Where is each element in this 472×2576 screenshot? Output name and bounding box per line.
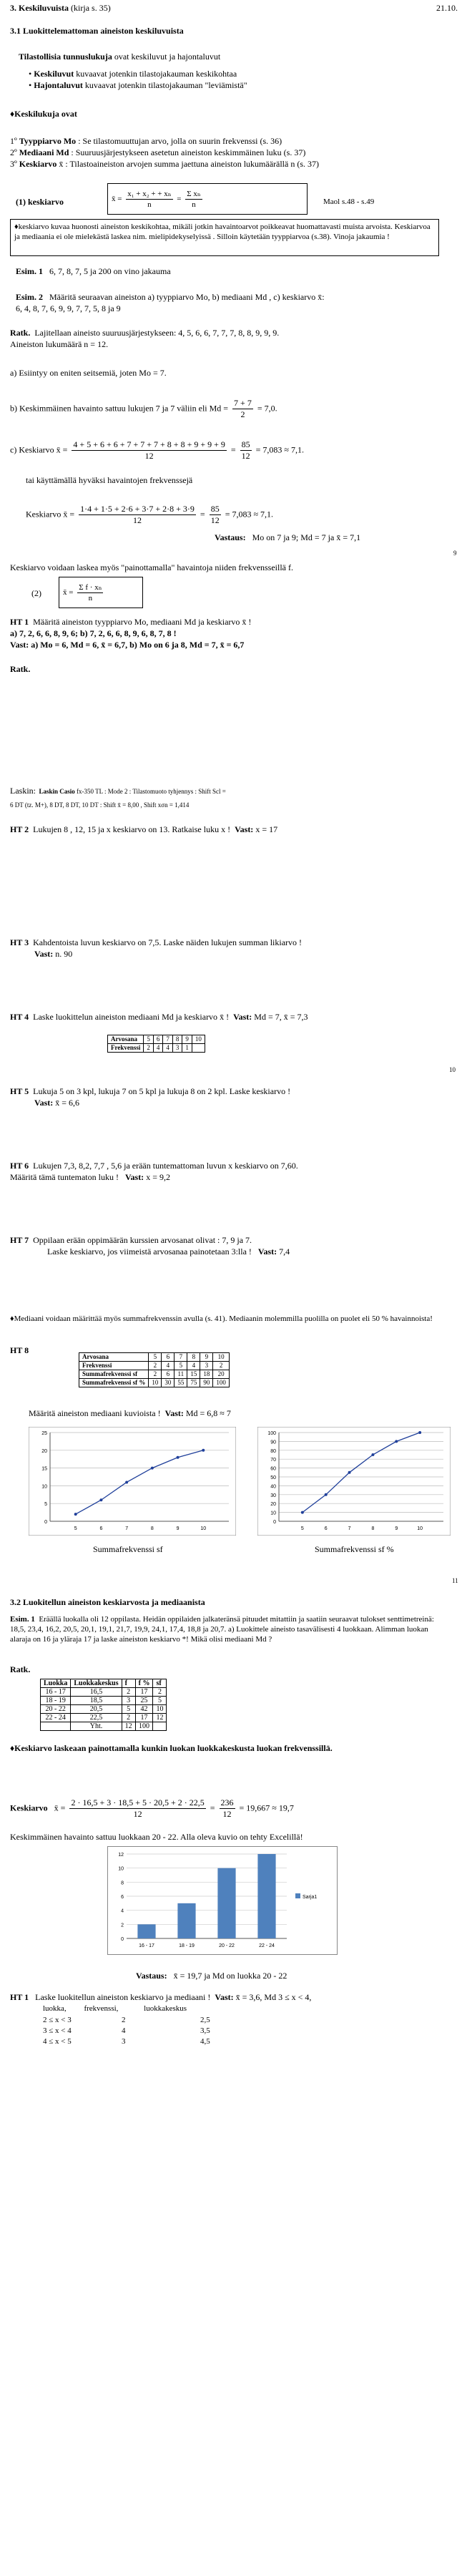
x-tick-label: 8 (371, 1526, 375, 1531)
bullet-hajontaluvut: • Hajontaluvut kuvaavat jotenkin tilastojakauman "leviämistä" (29, 80, 247, 90)
y-tick-label: 0 (44, 1520, 47, 1525)
formula-2-label: (2) (31, 588, 41, 598)
x-tick-label: 18 - 19 (179, 1943, 195, 1948)
data-point (395, 1440, 398, 1443)
page-number-9: 9 (453, 550, 457, 557)
s32-ratk: Ratk. (10, 1664, 31, 1674)
x-tick-label: 6 (99, 1526, 103, 1531)
x-tick-label: 8 (150, 1526, 154, 1531)
bar (257, 1854, 275, 1938)
ht6-b: Määritä tämä tuntematon luku ! Vast: x = 9,2 (10, 1172, 170, 1182)
data-point (99, 1498, 102, 1501)
s32-keskiarvo: Keskiarvo x̄ = $\frac{2 \cdot 16,5 + 3 \cdot 18,5 + 5 \cdot 20,5 + 2 \cdot 22,5}{12}$ = $\frac{236}{12}$ = 19,667 ≈ 19,7 (10, 1797, 294, 1819)
weighted-calc: Keskiarvo x̄ = $\frac{1\cdot 4 + 1\cdot 5 + 2\cdot 6 + 3\cdot 7 + 2\cdot 8 + 3\cdot 9}{12}$ = $\frac{85}{12}$ = 7,083 ≈ 7,1. (26, 504, 274, 525)
y-tick-label: 8 (121, 1880, 124, 1886)
x-tick-label: 7 (125, 1526, 129, 1531)
y-tick-label: 100 (267, 1431, 276, 1436)
answer-a: a) Esiintyy on eniten seitsemiä, joten Mo = 7. (10, 368, 167, 378)
ht1-row (43, 2026, 210, 2036)
class-table: Luokka Luokkakeskus f f % sf 16 - 17 16,5 2 17 2 18 - 19 18,5 3 25 5 20 - 22 20,5 5 42 10 22 - 24 22,5 2 17 12 Yht. 12 100 (40, 1679, 167, 1731)
y-tick-label: 70 (270, 1458, 276, 1463)
data-point (325, 1493, 328, 1496)
x-tick-label: 9 (395, 1526, 398, 1531)
ht1-ratk: Ratk. (10, 664, 31, 674)
esim-2: Esim. 2 Määritä seuraavan aineiston a) tyyppiarvo Mo, b) mediaani Md , c) keskiarvo x̄: (16, 292, 325, 302)
def-tyyppiarvo: 1º Tyyppiarvo Mo : Se tilastomuuttujan arvo, jolla on suurin frekvenssi (s. 36) (10, 136, 282, 146)
keskilukuja-heading: ♦Keskilukuja ovat (10, 109, 77, 119)
data-point (202, 1449, 205, 1452)
y-tick-label: 20 (41, 1448, 47, 1454)
bar (217, 1868, 235, 1938)
ht1-cell: 3 ≤ x < 4 (43, 2026, 72, 2035)
ht3-answer: Vast: n. 90 (34, 949, 73, 959)
formula-1: x̄ = $\frac{\text{x₁ + x₂ + + xₙ}}{n}$ = $\frac{\text{Σ xₙ}}{n}$ (112, 190, 201, 209)
s32-ht1: HT 1 Laske luokitellun aineiston keskiarvo ja mediaani ! Vast: x̄ = 3,6, Md 3 ≤ x < 4, (10, 1992, 312, 2002)
data-point (348, 1471, 351, 1474)
bullet-keskiluvut: • Keskiluvut kuvaavat jotenkin tilastojakauman keskikohtaa (29, 69, 237, 79)
y-tick-label: 0 (121, 1937, 124, 1942)
page-number-10: 10 (449, 1066, 456, 1073)
x-tick-label: 5 (300, 1526, 304, 1531)
s32-ht1-head: luokka, frekvenssi, luokkakeskus (43, 2004, 187, 2013)
ht6: HT 6 Lukujen 7,3, 8,2, 7,7 , 5,6 ja erään tuntemattoman luvun x keskiarvo on 7,60. (10, 1161, 298, 1171)
y-tick-label: 0 (273, 1520, 276, 1525)
ht7: HT 7 Oppilaan erään oppimäärän kurssien arvosanat olivat : 7, 9 ja 7. (10, 1235, 252, 1245)
y-tick-label: 12 (118, 1853, 124, 1858)
data-point (301, 1511, 304, 1514)
legend-swatch (295, 1893, 300, 1898)
ht1: HT 1 Määritä aineiston tyyppiarvo Mo, mediaani Md ja keskiarvo x̄ ! (10, 617, 252, 627)
x-tick-label: 20 - 22 (219, 1943, 235, 1948)
ht8-question: Määritä aineiston mediaani kuvioista ! Vast: Md = 6,8 ≈ 7 (29, 1408, 231, 1418)
ht5: HT 5 Lukuja 5 on 3 kpl, lukuja 7 on 5 kpl ja lukuja 8 on 2 kpl. Laske keskiarvo ! (10, 1086, 291, 1096)
esim-2-data: 6, 4, 8, 7, 6, 9, 9, 7, 7, 5, 8 ja 9 (16, 303, 121, 313)
section-3-2-title: 3.2 Luokitellun aineiston keskiarvosta ja mediaanista (10, 1597, 205, 1607)
y-tick-label: 10 (118, 1866, 124, 1872)
y-tick-label: 90 (270, 1440, 276, 1445)
formula-2: x̄ = $\frac{\text{Σ f · xₙ}}{n}$ (63, 583, 102, 602)
page-number-11: 11 (452, 1577, 458, 1584)
ht1-cell: 2,5 (200, 2016, 210, 2024)
y-tick-label: 10 (270, 1511, 276, 1516)
ht4: HT 4 Laske luokittelun aineiston mediaani Md ja keskiarvo x̄ ! Vast: Md = 7, x̄ = 7,3 (10, 1012, 308, 1022)
y-tick-label: 5 (44, 1502, 47, 1508)
note-box-text: ♦keskiarvo kuvaa huonosti aineiston keskikohtaa, mikäli jotkin havaintoarvot poikkeavat huomattavasti muista arvoista. Keskiarvoa ja mediaania ei ole mielekästä laskea nim. mielipidekyselyissä . Silloin käytetään tyyppiarvoa (s.38). Vinoja jakaumia ! (14, 223, 431, 241)
formula-1-maol-ref: Maol s.48 - s.49 (323, 197, 375, 206)
x-tick-label: 7 (348, 1526, 351, 1531)
caption-sf: Summafrekvenssi sf (93, 1544, 163, 1554)
y-tick-label: 40 (270, 1484, 276, 1490)
y-tick-label: 4 (121, 1908, 124, 1914)
x-tick-label: 10 (417, 1526, 423, 1531)
bar (137, 1924, 155, 1938)
ht1-cell: 2 ≤ x < 3 (43, 2016, 72, 2024)
date: 21.10. (436, 3, 458, 13)
ht4-table: Arvosana 5 6 7 8 9 10 Frekvenssi 2 4 4 3 1 (107, 1035, 205, 1053)
x-tick-label: 16 - 17 (139, 1943, 154, 1948)
ht1-row (43, 2036, 210, 2046)
y-tick-label: 6 (121, 1895, 124, 1900)
ht1-cell: 3 (122, 2037, 126, 2046)
chart-frame (257, 1427, 451, 1536)
ht1-cell: 2 (122, 2016, 126, 2024)
ht1-cell: 3,5 (200, 2026, 210, 2035)
x-tick-label: 5 (74, 1526, 77, 1531)
def-keskiarvo: 3º Keskiarvo x̄ : Tilastoaineiston arvojen summa jaettuna aineiston lukumäärällä n (s. 37) (10, 159, 320, 169)
ht1-data: a) 7, 2, 6, 6, 8, 9, 6; b) 7, 2, 6, 6, 8, 9, 6, 8, 7, 8 ! (10, 628, 177, 638)
intro-line: Tilastollisia tunnuslukuja ovat keskiluvut ja hajontaluvut (19, 52, 221, 62)
ht1-cell: 4 ≤ x < 5 (43, 2037, 72, 2046)
ratk-sorted: Ratk. Lajitellaan aineisto suuruusjärjestykseen: 4, 5, 6, 6, 7, 7, 7, 8, 8, 9, 9, 9. (10, 328, 280, 338)
y-tick-label: 80 (270, 1448, 276, 1454)
x-tick-label: 6 (324, 1526, 328, 1531)
ht5-answer: Vast: x̄ = 6,6 (34, 1098, 80, 1108)
answer-c: c) Keskiarvo x̄ = $\frac{4 + 5 + 6 + 6 + 7 + 7 + 7 + 8 + 8 + 9 + 9 + 9}{12}$ = $\frac{85}{12}$ = 7,083 ≈ 7,1. (10, 439, 305, 461)
chart-frame (29, 1427, 236, 1536)
legend-label: Sarja1 (303, 1895, 318, 1900)
mediaani-note: ♦Mediaani voidaan määrittää myös summafrekvenssin avulla (s. 41). Mediaanin molemmilla puolilla on puolet eli 50 % havainnoista! (10, 1314, 433, 1323)
data-point (74, 1513, 77, 1516)
weighted-note: ♦Keskiarvo laskeaan painottamalla kunkin luokan luokkakeskusta luokan frekvenssillä. (10, 1743, 333, 1753)
s32-esim1: Esim. 1 Eräällä luokalla oli 12 oppilasta. Heidän oppilaiden jalkateränsä pituudet mitattiin ja saatiin seuraavat tulokset senttimetreinä: 18,5, 23,4, 16,2, 20,5, 20,1, 19,1, 21,7, 19,9, 24,1, 17,4, 18,8 ja 20,7. a) Luokittele aineisto tasavälisesti 4 luokkaan. Alimman luokan alaraja on 16 ja yläraja 17 ja laske aineiston keskiarvo *! Mikä olisi mediaani Md ? (10, 1615, 434, 1644)
ht1-cell: 4,5 (200, 2037, 210, 2046)
data-point (177, 1456, 180, 1459)
ht3: HT 3 Kahdentoista luvun keskiarvo on 7,5. Laske näiden lukujen summan likiarvo ! (10, 937, 303, 947)
ht8-table: Arvosana 5 6 7 8 9 10 Frekvenssi 2 4 5 4 3 2 Summafrekvenssi sf 2 6 11 15 18 20 Summafrekvenssi sf % 10 30 55 75 90 100 (79, 1352, 230, 1387)
y-tick-label: 20 (270, 1502, 276, 1508)
ht1-answer: Vast: a) Mo = 6, Md = 6, x̄ = 6,7, b) Mo on 6 ja 8, Md = 7, x̄ = 6,7 (10, 640, 245, 650)
section-title: 3.1 Luokittelemattoman aineiston keskiluvuista (10, 26, 184, 36)
y-tick-label: 10 (41, 1484, 47, 1490)
x-tick-label: 10 (200, 1526, 207, 1531)
y-tick-label: 50 (270, 1475, 276, 1480)
ht7-b: Laske keskiarvo, jos viimeistä arvosanaa painotetaan 3:lla ! Vast: 7,4 (47, 1246, 290, 1257)
data-point (371, 1453, 374, 1456)
esim-1: Esim. 1 6, 7, 8, 7, 5 ja 200 on vino jakauma (16, 266, 171, 276)
calculator-line: Laskin: Laskin Casio fx-350 TL : Mode 2 : Tilastomuoto tyhjennys : Shift Scl = (10, 786, 226, 796)
data-point (418, 1431, 421, 1434)
y-tick-label: 2 (121, 1923, 124, 1928)
s32-vastaus: Vastaus: x̄ = 19,7 ja Md on luokka 20 - 22 (136, 1971, 287, 1981)
class-bar-chart (107, 1846, 338, 1955)
sf-percent-line-chart (257, 1427, 451, 1536)
chapter-title: 3. Keskiluvuista (kirja s. 35) (10, 3, 111, 13)
s32-median-line: Keskimmäinen havainto sattuu luokkaan 20 - 22. Alla oleva kuvio on tehty Excelillä! (10, 1832, 303, 1842)
ht8-label: HT 8 (10, 1345, 29, 1355)
ht1-row (43, 2015, 210, 2025)
formula-1-label: (1) keskiarvo (16, 197, 64, 207)
x-tick-label: 9 (176, 1526, 180, 1531)
calculator-steps: 6 DT (tz. M+), 8 DT, 8 DT, 10 DT : Shift x̄ = 8,00 , Shift xσn = 1,414 (10, 801, 190, 809)
data-point (125, 1480, 128, 1483)
ht2: HT 2 Lukujen 8 , 12, 15 ja x keskiarvo on 13. Ratkaise luku x ! Vast: x = 17 (10, 824, 278, 834)
x-tick-label: 22 - 24 (259, 1943, 275, 1948)
y-tick-label: 15 (41, 1466, 47, 1472)
caption-sf-percent: Summafrekvenssi sf % (315, 1544, 394, 1554)
y-tick-label: 25 (41, 1431, 47, 1436)
y-tick-label: 30 (270, 1493, 276, 1498)
weighted-intro: Keskiarvo voidaan laskea myös "painottamalla" havaintoja niiden frekvensseillä f. (10, 562, 294, 572)
tai-line: tai käyttämällä hyväksi havaintojen frekvenssejä (26, 475, 193, 485)
def-mediaani: 2º Mediaani Md : Suuruusjärjestykseen asetetun aineiston keskimmäinen luku (s. 37) (10, 147, 306, 157)
sf-line-chart (29, 1427, 236, 1536)
ratk-n: Aineiston lukumäärä n = 12. (10, 339, 109, 349)
ht1-cell: 4 (122, 2026, 126, 2035)
answer-b: b) Keskimmäinen havainto sattuu lukujen 7 ja 7 väliin eli Md = $\frac{7 + 7}{2}$ = 7,0. (10, 398, 277, 419)
vastaus-1: Vastaus: Mo on 7 ja 9; Md = 7 ja x̄ = 7,1 (215, 532, 361, 542)
data-point (151, 1467, 154, 1470)
bar (177, 1903, 195, 1938)
y-tick-label: 60 (270, 1466, 276, 1472)
